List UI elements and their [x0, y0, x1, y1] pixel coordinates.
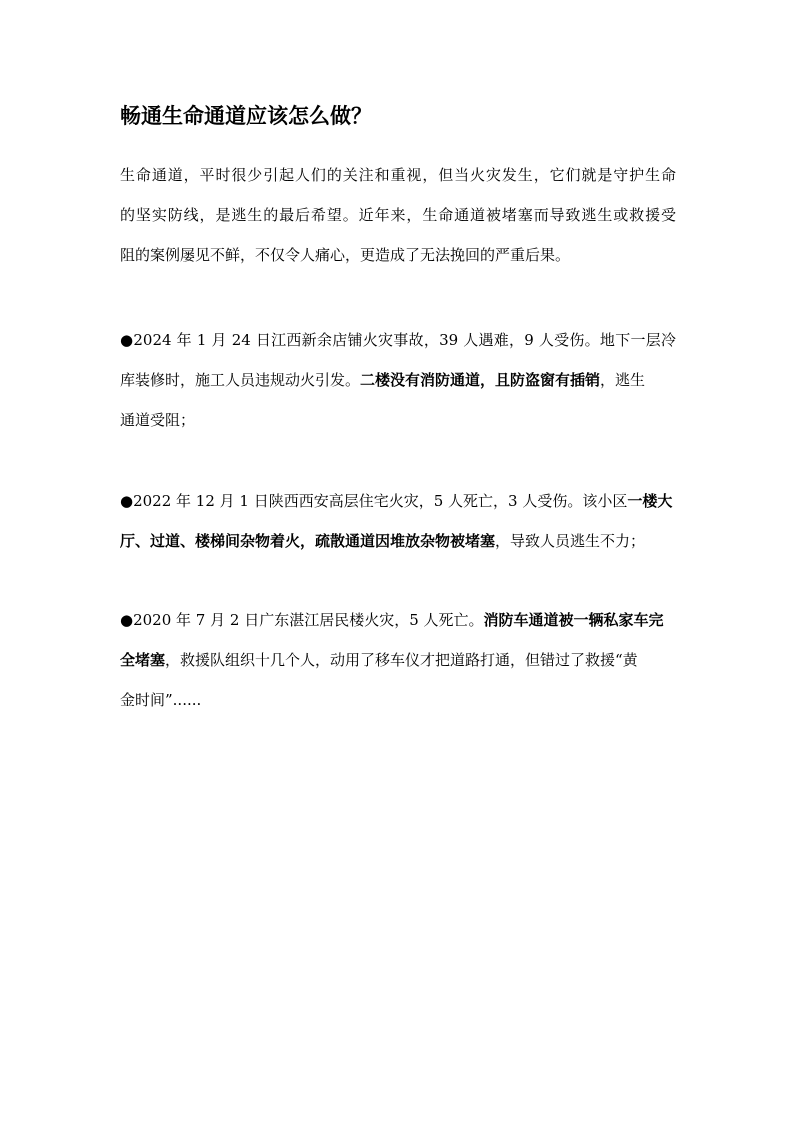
case-2020-line-1 [120, 600, 676, 640]
case-2022-tail: ，导致人员逃生不力； [495, 532, 646, 550]
case-2024-tail: ，逃生 [600, 371, 646, 389]
case-2022-text: ●2022 年 12 月 1 日陕西西安高层住宅火灾，5 人死亡，3 人受伤。该小区 [120, 492, 628, 510]
case-2022-highlight-start: 一楼大 [627, 492, 673, 510]
document-title: 畅通生命通道应该怎么做？ [120, 104, 372, 128]
case-2024-line-2 [120, 360, 676, 400]
case-paragraph-2022 [120, 481, 676, 561]
intro-line-2: 的坚实防线，是逃生的最后希望。近年来，生命通道被堵塞而导致逃生或救援受 [120, 206, 676, 224]
case-2020-tail: ，救援队组织十几个人，动用了移车仪才把道路打通，但错过了救援“黄 [165, 651, 638, 669]
case-2022-highlight: 厅、过道、楼梯间杂物着火，疏散通道因堆放杂物被堵塞 [120, 532, 496, 550]
case-2022-line-2 [120, 521, 676, 561]
case-2024-line-1: ●2024 年 1 月 24 日江西新余店铺火灾事故，39 人遇难，9 人受伤。地下一层冷 [120, 331, 676, 349]
case-2022-line-1 [120, 481, 676, 521]
case-2024-highlight: 二楼没有消防通道，且防盗窗有插销 [360, 371, 601, 389]
intro-line-3: 阻的案例屡见不鲜，不仅令人痛心，更造成了无法挽回的严重后果。 [120, 246, 571, 264]
case-2020-highlight: 全堵塞 [120, 651, 166, 669]
case-2024-line-3: 通道受阻； [120, 411, 196, 429]
case-paragraph-2024 [120, 320, 676, 440]
case-2020-highlight-start: 消防车通道被一辆私家车完 [483, 611, 664, 629]
intro-paragraph [120, 155, 676, 275]
case-2020-line-2 [120, 640, 676, 680]
case-2020-line-3: 金时间”...... [120, 691, 202, 709]
intro-line-1: 生命通道，平时很少引起人们的关注和重视，但当火灾发生，它们就是守护生命 [120, 166, 676, 184]
case-2020-text: ●2020 年 7 月 2 日广东湛江居民楼火灾，5 人死亡。 [120, 611, 484, 629]
case-2024-text: 库装修时，施工人员违规动火引发。 [120, 371, 361, 389]
case-paragraph-2020 [120, 600, 676, 720]
